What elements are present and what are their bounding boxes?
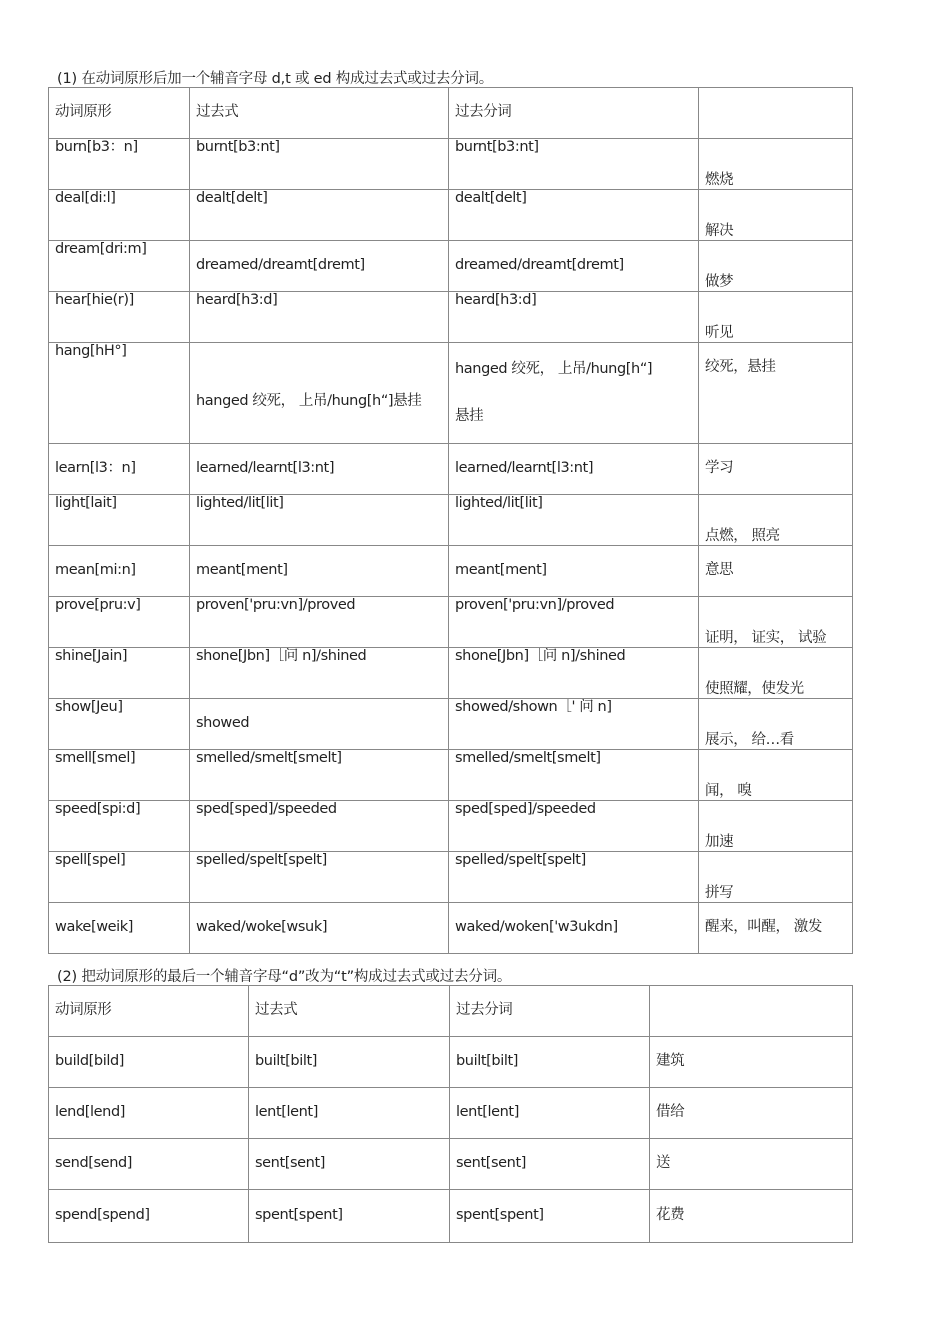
cell-base-form: spend[spend] [49,1190,249,1243]
cell-base-form: shine[Jain] [49,648,190,699]
table-row [49,546,853,597]
cell-base-form: mean[mi:n] [49,546,190,597]
cell-past-participle: built[bilt] [450,1037,650,1088]
cell-base-form: lend[lend] [49,1088,249,1139]
table-row [49,1190,853,1243]
table-row [49,444,853,495]
header-past-participle: 过去分词 [449,88,699,139]
header-past-tense: 过去式 [190,88,449,139]
cell-past-tense: shone[Jbn]［问 n]/shined [190,648,449,699]
cell-past-participle-text: hanged 绞死， 上吊/hung[h“] 悬挂 [455,361,653,424]
cell-past-participle: heard[h3:d] [449,292,699,343]
cell-base-form: speed[spi:d] [49,801,190,852]
cell-past-tense: smelled/smelt[smelt] [190,750,449,801]
table-header-row [49,986,853,1037]
cell-past-participle: sent[sent] [450,1139,650,1190]
cell-past-tense: hanged 绞死， 上吊/hung[h“]悬挂 [190,343,449,444]
cell-meaning: 学习 [699,444,853,495]
cell-meaning: 送 [650,1139,853,1190]
cell-past-tense: lent[lent] [249,1088,450,1139]
cell-past-participle: spent[spent] [450,1190,650,1243]
cell-base-form: smell[smel] [49,750,190,801]
cell-meaning: 加速 [699,801,853,852]
cell-meaning: 借给 [650,1088,853,1139]
cell-past-tense: sped[sped]/speeded [190,801,449,852]
cell-past-tense: spent[spent] [249,1190,450,1243]
cell-meaning: 闻， 嗅 [699,750,853,801]
table-row [49,1037,853,1088]
cell-meaning: 证明， 证实， 试验 [699,597,853,648]
cell-past-participle: waked/woken['w3ukdn] [449,903,699,954]
cell-past-participle: smelled/smelt[smelt] [449,750,699,801]
cell-base-form: deal[di:l] [49,190,190,241]
table-header-row [49,88,853,139]
table-row [49,139,853,190]
cell-past-participle: dealt[delt] [449,190,699,241]
cell-past-participle: lent[lent] [450,1088,650,1139]
cell-past-participle: dreamed/dreamt[dremt] [449,241,699,292]
section-1-heading: (1) 在动词原形后加一个辅音字母 d,t 或 ed 构成过去式或过去分词。 [57,71,494,87]
table-row [49,343,853,444]
cell-base-form: hear[hie(r)] [49,292,190,343]
table-row [49,801,853,852]
cell-meaning: 醒来，叫醒， 激发 [699,903,853,954]
cell-base-form: light[lait] [49,495,190,546]
cell-meaning: 绞死，悬挂 [699,343,853,444]
table-row [49,852,853,903]
cell-meaning: 解决 [699,190,853,241]
cell-past-participle: shone[Jbn]［问 n]/shined [449,648,699,699]
table-row [49,190,853,241]
header-meaning [650,986,853,1037]
table-row [49,1088,853,1139]
cell-past-participle [449,343,699,444]
cell-past-participle: showed/shown［' 问 n] [449,699,699,750]
cell-base-form: prove[pru:v] [49,597,190,648]
cell-past-participle: burnt[b3:nt] [449,139,699,190]
cell-meaning: 花费 [650,1190,853,1243]
cell-past-tense: burnt[b3:nt] [190,139,449,190]
cell-past-tense: learned/learnt[l3:nt] [190,444,449,495]
cell-meaning: 燃烧 [699,139,853,190]
cell-meaning: 拼写 [699,852,853,903]
section-2-heading: (2) 把动词原形的最后一个辅音字母“d”改为“t”构成过去式或过去分词。 [57,969,512,985]
table-row [49,699,853,750]
cell-base-form: send[send] [49,1139,249,1190]
header-base-form: 动词原形 [49,88,190,139]
table-row [49,903,853,954]
cell-meaning: 建筑 [650,1037,853,1088]
cell-base-form: build[bild] [49,1037,249,1088]
cell-past-tense: spelled/spelt[spelt] [190,852,449,903]
table-irregular-verbs-2 [48,985,853,1243]
header-base-form: 动词原形 [49,986,249,1037]
cell-meaning: 使照耀，使发光 [699,648,853,699]
cell-base-form: wake[weik] [49,903,190,954]
cell-past-participle: proven['pru:vn]/proved [449,597,699,648]
cell-past-tense: built[bilt] [249,1037,450,1088]
cell-base-form: learn[l3：n] [49,444,190,495]
cell-past-participle: lighted/lit[lit] [449,495,699,546]
cell-past-tense: proven['pru:vn]/proved [190,597,449,648]
table-row [49,597,853,648]
cell-past-tense: dreamed/dreamt[dremt] [190,241,449,292]
table-row [49,1139,853,1190]
cell-past-tense: heard[h3:d] [190,292,449,343]
cell-past-tense: sent[sent] [249,1139,450,1190]
table-row [49,648,853,699]
cell-past-participle: spelled/spelt[spelt] [449,852,699,903]
cell-base-form: show[Jeu] [49,699,190,750]
cell-base-form: hang[hH°] [49,343,190,444]
cell-meaning: 意思 [699,546,853,597]
table-row [49,292,853,343]
cell-past-tense: showed [190,699,449,750]
cell-past-participle: learned/learnt[l3:nt] [449,444,699,495]
table-irregular-verbs-1 [48,87,853,954]
cell-base-form: spell[spel] [49,852,190,903]
header-meaning [699,88,853,139]
cell-meaning: 点燃， 照亮 [699,495,853,546]
cell-past-tense: lighted/lit[lit] [190,495,449,546]
cell-past-participle: sped[sped]/speeded [449,801,699,852]
cell-base-form: dream[dri:m] [49,241,190,292]
cell-base-form: burn[b3：n] [49,139,190,190]
cell-past-tense: meant[ment] [190,546,449,597]
cell-meaning: 听见 [699,292,853,343]
table-row [49,750,853,801]
table-row [49,241,853,292]
header-past-tense: 过去式 [249,986,450,1037]
table-row [49,495,853,546]
cell-meaning: 做梦 [699,241,853,292]
cell-past-tense: dealt[delt] [190,190,449,241]
cell-past-participle: meant[ment] [449,546,699,597]
header-past-participle: 过去分词 [450,986,650,1037]
cell-past-tense: waked/woke[wsuk] [190,903,449,954]
cell-meaning: 展示， 给…看 [699,699,853,750]
